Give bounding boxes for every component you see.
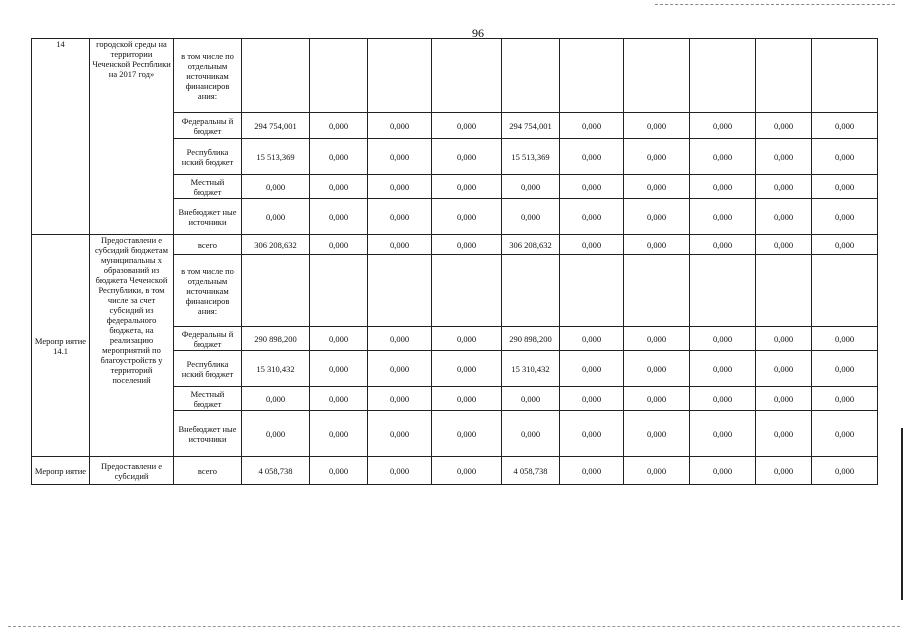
value-cell: 0,000 bbox=[624, 139, 690, 175]
value-cell: 0,000 bbox=[502, 199, 560, 235]
funding-source-cell: всего bbox=[174, 235, 242, 255]
value-cell: 0,000 bbox=[368, 351, 432, 387]
value-cell: 0,000 bbox=[690, 327, 756, 351]
value-cell: 0,000 bbox=[756, 327, 812, 351]
value-cell bbox=[690, 255, 756, 327]
row-number-cell: 14 bbox=[32, 39, 90, 235]
value-cell: 0,000 bbox=[690, 457, 756, 485]
value-cell: 0,000 bbox=[368, 113, 432, 139]
value-cell: 0,000 bbox=[560, 235, 624, 255]
value-cell bbox=[812, 39, 878, 113]
value-cell bbox=[368, 39, 432, 113]
value-cell: 0,000 bbox=[624, 199, 690, 235]
value-cell: 0,000 bbox=[812, 175, 878, 199]
value-cell: 0,000 bbox=[560, 351, 624, 387]
funding-source-cell: всего bbox=[174, 457, 242, 485]
value-cell bbox=[242, 39, 310, 113]
value-cell: 0,000 bbox=[242, 199, 310, 235]
value-cell: 0,000 bbox=[432, 457, 502, 485]
value-cell: 0,000 bbox=[310, 139, 368, 175]
funding-source-cell: в том числе по отдельным источникам финансиров ания: bbox=[174, 255, 242, 327]
value-cell bbox=[432, 255, 502, 327]
value-cell bbox=[502, 39, 560, 113]
value-cell: 0,000 bbox=[242, 387, 310, 411]
value-cell: 0,000 bbox=[624, 175, 690, 199]
value-cell: 0,000 bbox=[432, 199, 502, 235]
table-row bbox=[32, 457, 878, 485]
value-cell: 4 058,738 bbox=[502, 457, 560, 485]
value-cell: 0,000 bbox=[624, 411, 690, 457]
funding-source-cell: Внебюджет ные источники bbox=[174, 199, 242, 235]
value-cell: 0,000 bbox=[242, 411, 310, 457]
table-row bbox=[32, 39, 878, 113]
funding-source-cell: Федеральны й бюджет bbox=[174, 113, 242, 139]
funding-source-cell: Внебюджет ные источники bbox=[174, 411, 242, 457]
value-cell: 0,000 bbox=[560, 387, 624, 411]
value-cell: 0,000 bbox=[310, 351, 368, 387]
value-cell: 0,000 bbox=[368, 327, 432, 351]
table-row bbox=[32, 235, 878, 255]
value-cell: 0,000 bbox=[310, 387, 368, 411]
top-decorative-rule bbox=[655, 4, 895, 5]
value-cell: 15 310,432 bbox=[242, 351, 310, 387]
value-cell: 0,000 bbox=[432, 327, 502, 351]
value-cell: 15 310,432 bbox=[502, 351, 560, 387]
funding-source-cell: Федеральны й бюджет bbox=[174, 327, 242, 351]
value-cell: 0,000 bbox=[756, 387, 812, 411]
value-cell: 0,000 bbox=[812, 327, 878, 351]
page-number: 96 bbox=[472, 26, 484, 40]
right-edge-mark bbox=[901, 428, 903, 600]
value-cell: 0,000 bbox=[560, 411, 624, 457]
value-cell: 0,000 bbox=[690, 351, 756, 387]
value-cell: 0,000 bbox=[432, 235, 502, 255]
funding-source-cell: в том числе по отдельным источникам финансиров ания: bbox=[174, 39, 242, 113]
table-body bbox=[32, 39, 878, 485]
bottom-decorative-rule bbox=[8, 626, 900, 627]
value-cell: 0,000 bbox=[368, 387, 432, 411]
value-cell bbox=[310, 39, 368, 113]
value-cell: 0,000 bbox=[310, 327, 368, 351]
row-number-cell: Меропр иятие bbox=[32, 457, 90, 485]
value-cell: 306 208,632 bbox=[502, 235, 560, 255]
value-cell: 0,000 bbox=[624, 327, 690, 351]
value-cell: 0,000 bbox=[368, 235, 432, 255]
value-cell: 0,000 bbox=[310, 235, 368, 255]
value-cell: 0,000 bbox=[560, 457, 624, 485]
value-cell bbox=[560, 255, 624, 327]
value-cell: 0,000 bbox=[624, 351, 690, 387]
value-cell: 0,000 bbox=[502, 175, 560, 199]
value-cell: 0,000 bbox=[624, 235, 690, 255]
value-cell bbox=[812, 255, 878, 327]
value-cell: 0,000 bbox=[812, 351, 878, 387]
value-cell bbox=[756, 39, 812, 113]
value-cell: 15 513,369 bbox=[242, 139, 310, 175]
value-cell: 0,000 bbox=[756, 139, 812, 175]
value-cell: 0,000 bbox=[756, 351, 812, 387]
value-cell: 0,000 bbox=[310, 411, 368, 457]
value-cell: 0,000 bbox=[310, 199, 368, 235]
value-cell bbox=[310, 255, 368, 327]
value-cell: 0,000 bbox=[690, 235, 756, 255]
row-name-cell: городской среды на территории Чеченской Респблики на 2017 год» bbox=[90, 39, 174, 235]
value-cell: 0,000 bbox=[812, 199, 878, 235]
value-cell: 0,000 bbox=[690, 139, 756, 175]
value-cell: 0,000 bbox=[690, 411, 756, 457]
row-number-cell: Меропр иятие 14.1 bbox=[32, 235, 90, 457]
funding-source-cell: Республика нский бюджет bbox=[174, 139, 242, 175]
value-cell: 290 898,200 bbox=[502, 327, 560, 351]
value-cell: 0,000 bbox=[690, 387, 756, 411]
value-cell: 0,000 bbox=[368, 175, 432, 199]
value-cell: 0,000 bbox=[756, 411, 812, 457]
value-cell: 4 058,738 bbox=[242, 457, 310, 485]
value-cell bbox=[242, 255, 310, 327]
value-cell: 0,000 bbox=[756, 235, 812, 255]
value-cell: 0,000 bbox=[812, 411, 878, 457]
value-cell: 0,000 bbox=[624, 457, 690, 485]
value-cell: 0,000 bbox=[624, 113, 690, 139]
value-cell: 0,000 bbox=[502, 387, 560, 411]
value-cell: 0,000 bbox=[502, 411, 560, 457]
value-cell: 0,000 bbox=[690, 175, 756, 199]
value-cell: 294 754,001 bbox=[242, 113, 310, 139]
funding-source-cell: Местный бюджет bbox=[174, 175, 242, 199]
value-cell: 0,000 bbox=[560, 113, 624, 139]
value-cell: 0,000 bbox=[812, 235, 878, 255]
value-cell: 0,000 bbox=[310, 113, 368, 139]
value-cell: 0,000 bbox=[756, 113, 812, 139]
value-cell: 0,000 bbox=[690, 113, 756, 139]
value-cell: 15 513,369 bbox=[502, 139, 560, 175]
value-cell: 0,000 bbox=[756, 175, 812, 199]
value-cell: 0,000 bbox=[560, 327, 624, 351]
value-cell: 0,000 bbox=[368, 411, 432, 457]
row-name-cell: Предоставлени е субсидий bbox=[90, 457, 174, 485]
value-cell: 0,000 bbox=[624, 387, 690, 411]
value-cell bbox=[624, 39, 690, 113]
value-cell: 0,000 bbox=[812, 387, 878, 411]
value-cell: 0,000 bbox=[368, 457, 432, 485]
value-cell: 0,000 bbox=[368, 199, 432, 235]
value-cell: 0,000 bbox=[432, 139, 502, 175]
value-cell: 0,000 bbox=[560, 199, 624, 235]
value-cell: 0,000 bbox=[432, 411, 502, 457]
value-cell bbox=[560, 39, 624, 113]
value-cell: 0,000 bbox=[432, 113, 502, 139]
value-cell: 0,000 bbox=[368, 139, 432, 175]
value-cell: 0,000 bbox=[812, 139, 878, 175]
value-cell: 290 898,200 bbox=[242, 327, 310, 351]
value-cell: 0,000 bbox=[690, 199, 756, 235]
value-cell: 0,000 bbox=[242, 175, 310, 199]
value-cell bbox=[756, 255, 812, 327]
value-cell bbox=[368, 255, 432, 327]
value-cell: 0,000 bbox=[560, 175, 624, 199]
value-cell: 0,000 bbox=[432, 175, 502, 199]
row-name-cell: Предоставлени е субсидий бюджетам муниципальны х образований из бюджета Чеченской Республики, в том числе за счет субсидий из федерального бюджета, на реализацию мероприятий по благоустройств у территорий поселений bbox=[90, 235, 174, 457]
financing-table bbox=[31, 38, 878, 485]
value-cell bbox=[502, 255, 560, 327]
value-cell: 0,000 bbox=[310, 175, 368, 199]
value-cell: 0,000 bbox=[560, 139, 624, 175]
value-cell bbox=[432, 39, 502, 113]
value-cell bbox=[690, 39, 756, 113]
value-cell: 0,000 bbox=[756, 457, 812, 485]
value-cell bbox=[624, 255, 690, 327]
funding-source-cell: Республика нский бюджет bbox=[174, 351, 242, 387]
value-cell: 0,000 bbox=[432, 351, 502, 387]
funding-source-cell: Местный бюджет bbox=[174, 387, 242, 411]
value-cell: 0,000 bbox=[756, 199, 812, 235]
value-cell: 294 754,001 bbox=[502, 113, 560, 139]
value-cell: 0,000 bbox=[310, 457, 368, 485]
value-cell: 0,000 bbox=[432, 387, 502, 411]
value-cell: 306 208,632 bbox=[242, 235, 310, 255]
value-cell: 0,000 bbox=[812, 457, 878, 485]
value-cell: 0,000 bbox=[812, 113, 878, 139]
